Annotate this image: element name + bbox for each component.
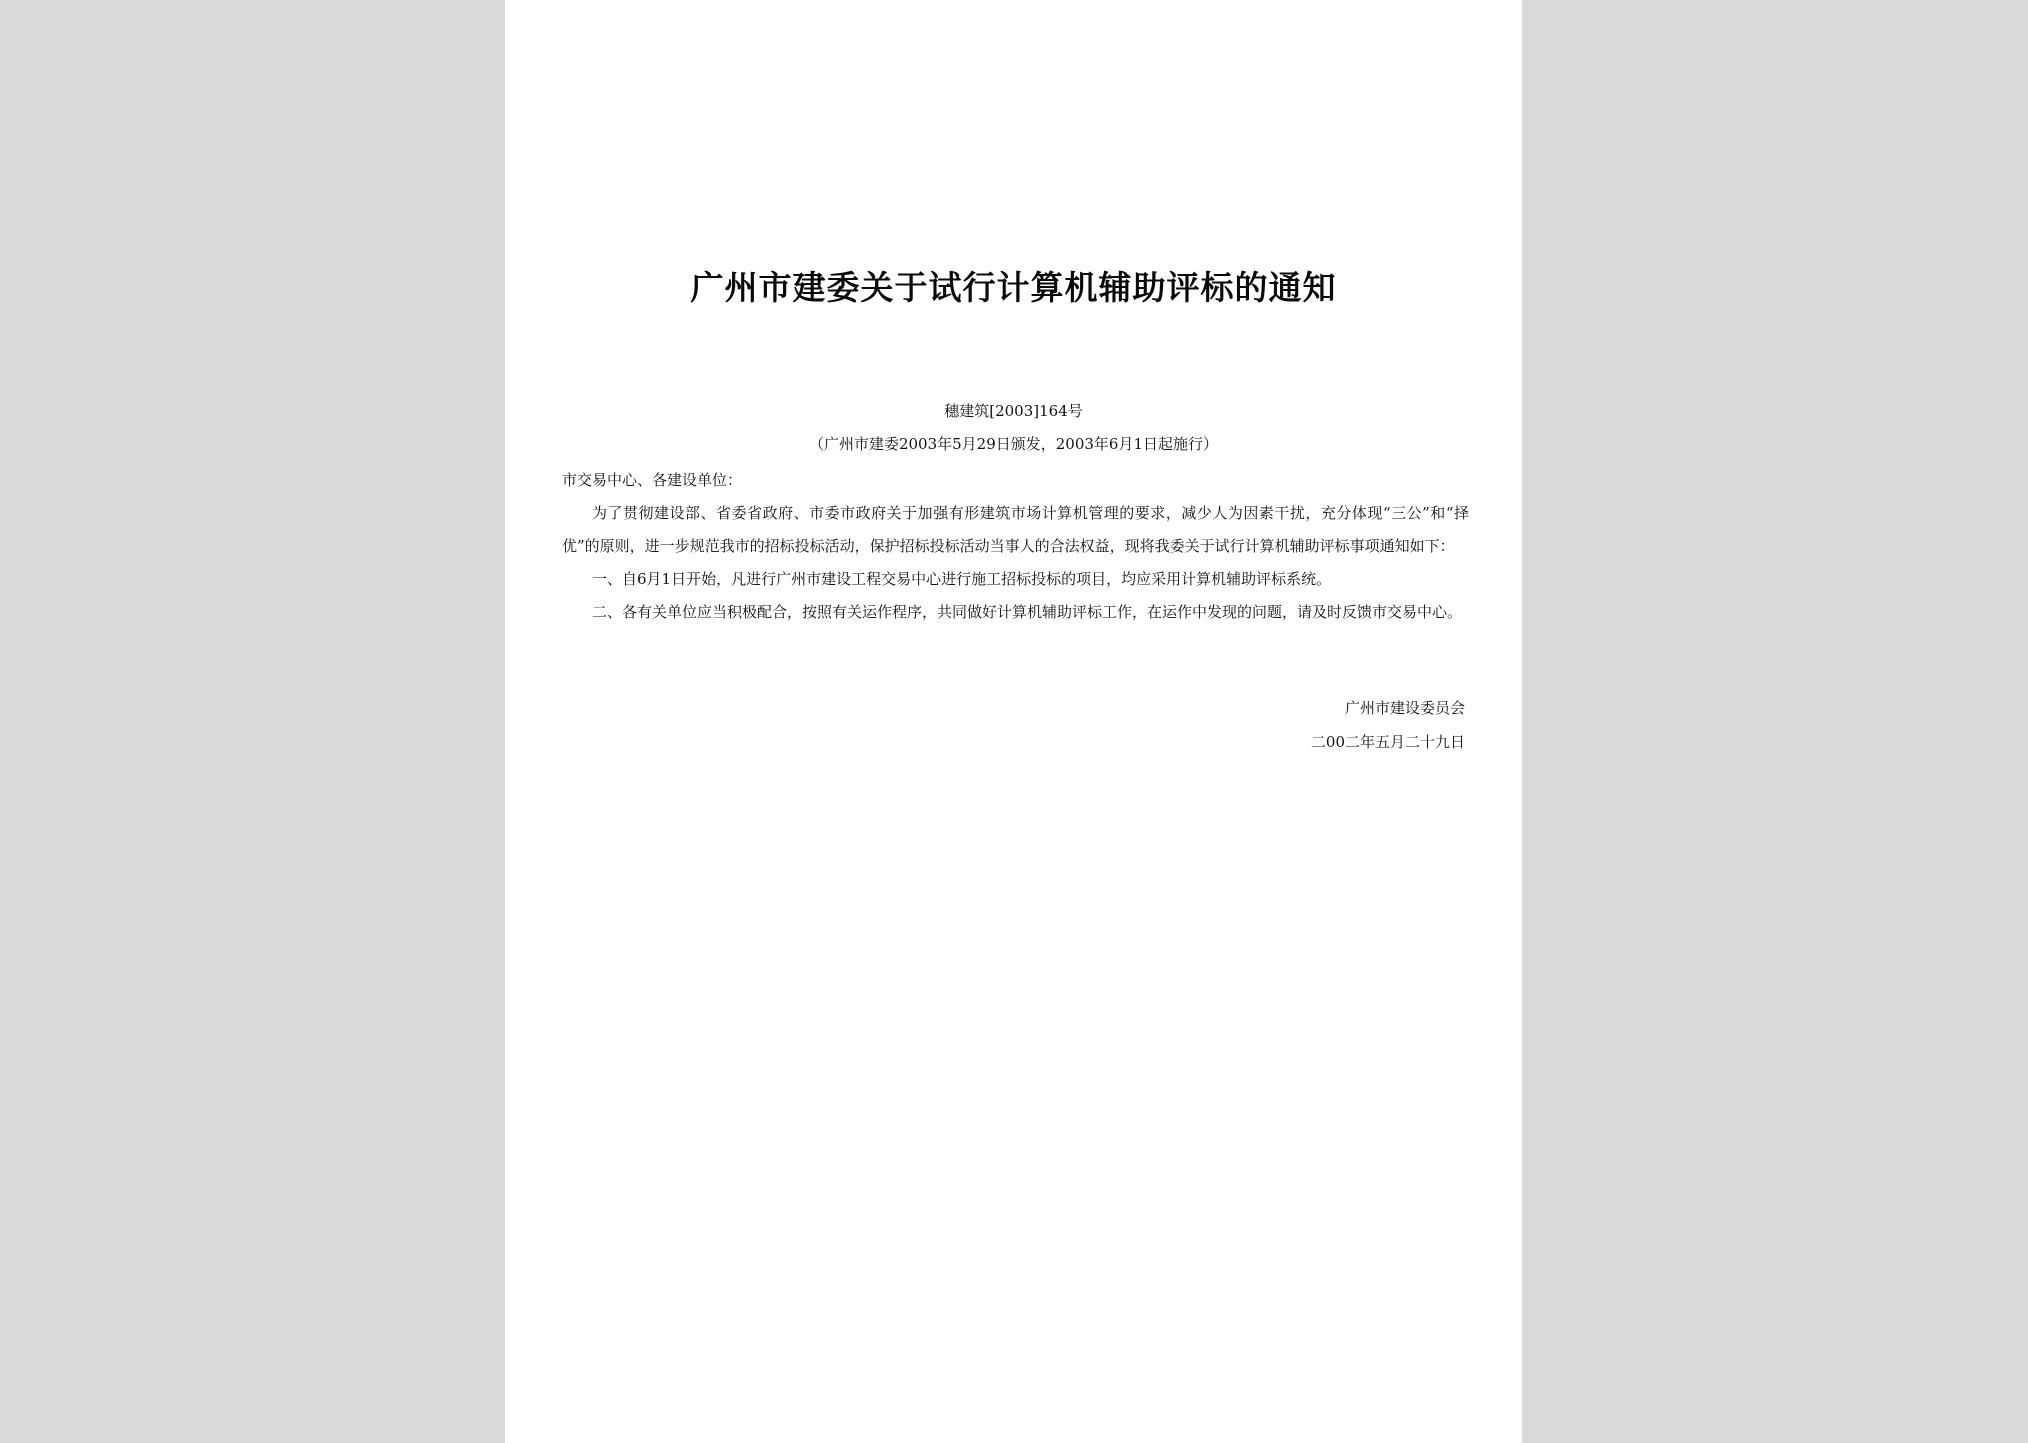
body-paragraph-intro: 为了贯彻建设部、省委省政府、市委市政府关于加强有形建筑市场计算机管理的要求，减少人为因素干扰，充分体现“三公”和“择优”的原则，进一步规范我市的招标投标活动，保护招标投标活动当事人的合法权益，现将我委关于试行计算机辅助评标事项通知如下： [562,504,1469,555]
body-paragraph-item-2: 二、各有关单位应当积极配合，按照有关运作程序，共同做好计算机辅助评标工作，在运作中发现的问题，请及时反馈市交易中心。 [592,603,1463,621]
signature-date: 二00二年五月二十九日 [1310,733,1465,751]
document-title: 广州市建委关于试行计算机辅助评标的通知 [690,268,1337,307]
issue-note: （广州市建委2003年5月29日颁发，2003年6月1日起施行） [808,435,1219,453]
body-paragraph-item-1: 一、自6月1日开始，凡进行广州市建设工程交易中心进行施工招标投标的项目，均应采用计算机辅助评标系统。 [592,570,1332,588]
document-number: 穗建筑[2003]164号 [944,402,1083,420]
signature-organization: 广州市建设委员会 [1344,699,1465,717]
document-body [562,464,1469,629]
document-page [505,0,1522,1443]
addressee: 市交易中心、各建设单位： [562,471,743,489]
